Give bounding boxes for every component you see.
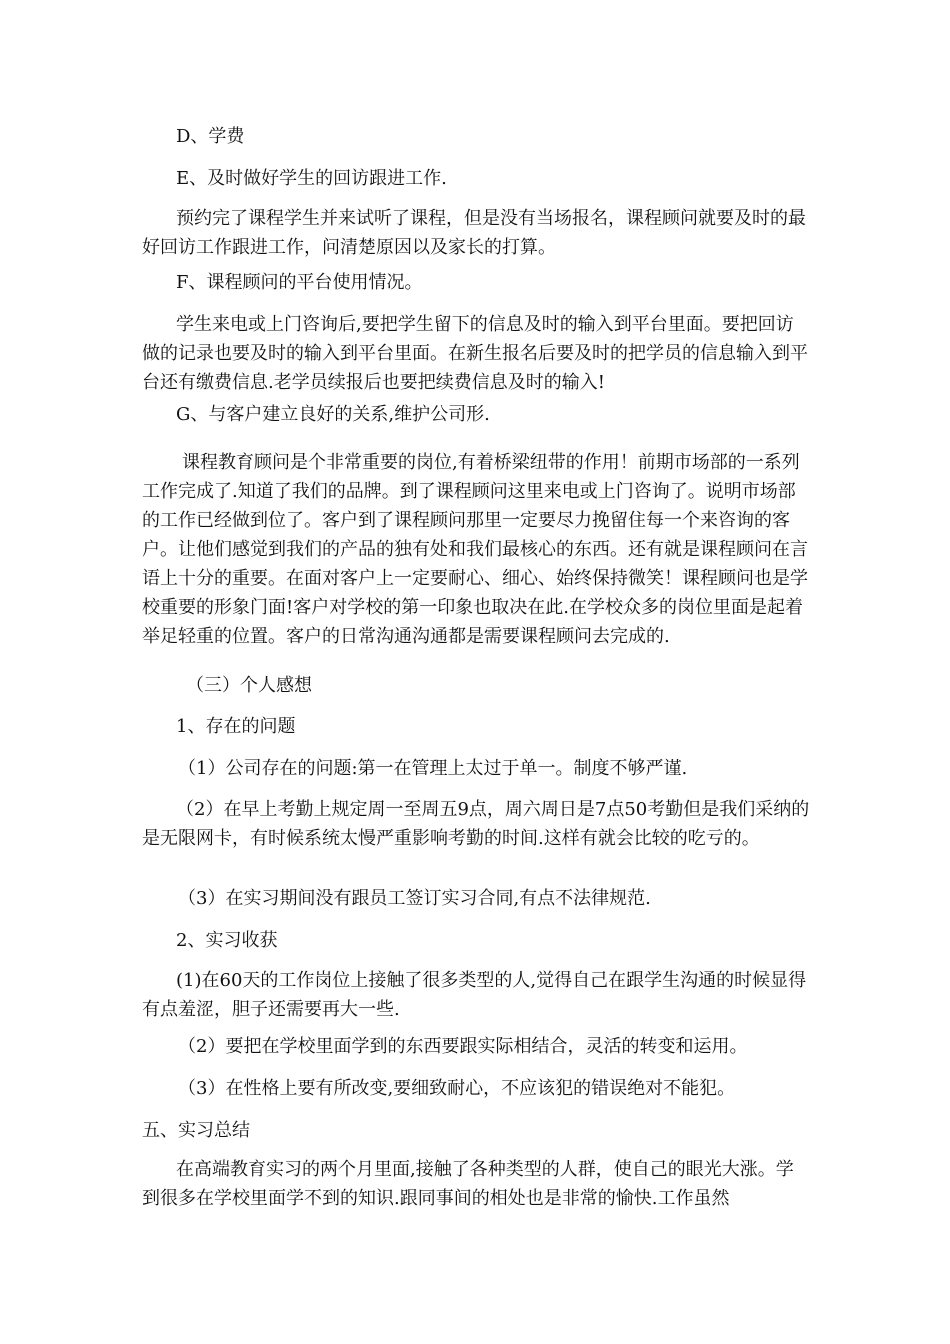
issue-1: （1）公司存在的问题:第一在管理上太过于单一。制度不够严谨. (178, 758, 688, 779)
item-f-platform: F、课程顾问的平台使用情况。 (176, 272, 423, 293)
item-g-relations: G、与客户建立良好的关系,维护公司形. (176, 404, 490, 425)
heading-existing-issues: 1、存在的问题 (176, 716, 296, 737)
section-internship-summary: 五、实习总结 (142, 1120, 250, 1141)
gain-1: (1)在60天的工作岗位上接触了很多类型的人,觉得自己在跟学生沟通的时候显得有点羞涩，胆子还需要再大一些. (142, 970, 807, 1020)
item-e-follow-up: E、及时做好学生的回访跟进工作. (176, 168, 447, 189)
paragraph-summary: 在高端教育实习的两个月里面,接触了各种类型的人群，使自己的眼光大涨。学到很多在学校里面学不到的知识.跟同事间的相处也是非常的愉快.工作虽然 (142, 1159, 794, 1209)
section-personal-thoughts: （三）个人感想 (186, 675, 312, 696)
paragraph-consultant-role: 课程教育顾问是个非常重要的岗位,有着桥梁纽带的作用！前期市场部的一系列工作完成了.知道了我们的品牌。到了课程顾问这里来电或上门咨询了。说明市场部的工作已经做到位了。客户到了课程顾问那里一定要尽力挽留住每一个来咨询的客户。让他们感觉到我们的产品的独有处和我们最核心的东西。还有就是课程顾问在言语上十分的重要。在面对客户上一定要耐心、细心、始终保持微笑！课程顾问也是学校重要的形象门面!客户对学校的第一印象也取决在此.在学校众多的岗位里面是起着举足轻重的位置。客户的日常沟通沟通都是需要课程顾问去完成的. (142, 452, 808, 647)
issue-2: （2）在早上考勤上规定周一至周五9点，周六周日是7点50考勤但是我们采纳的是无限网卡，有时候系统太慢严重影响考勤的时间.这样有就会比较的吃亏的。 (142, 799, 810, 849)
paragraph-platform: 学生来电或上门咨询后,要把学生留下的信息及时的输入到平台里面。要把回访做的记录也要及时的输入到平台里面。在新生报名后要及时的把学员的信息输入到平台还有缴费信息.老学员续报后也要把续费信息及时的输入! (142, 314, 808, 393)
gain-3: （3）在性格上要有所改变,要细致耐心，不应该犯的错误绝对不能犯。 (178, 1078, 736, 1099)
heading-internship-gains: 2、实习收获 (176, 930, 278, 951)
paragraph-follow-up: 预约完了课程学生并来试听了课程，但是没有当场报名，课程顾问就要及时的最好回访工作跟进工作，问清楚原因以及家长的打算。 (142, 208, 806, 258)
item-d-fee: D、学费 (176, 126, 245, 147)
gain-2: （2）要把在学校里面学到的东西要跟实际相结合，灵活的转变和运用。 (178, 1036, 748, 1057)
issue-3: （3）在实习期间没有跟员工签订实习合同,有点不法律规范. (178, 888, 651, 909)
